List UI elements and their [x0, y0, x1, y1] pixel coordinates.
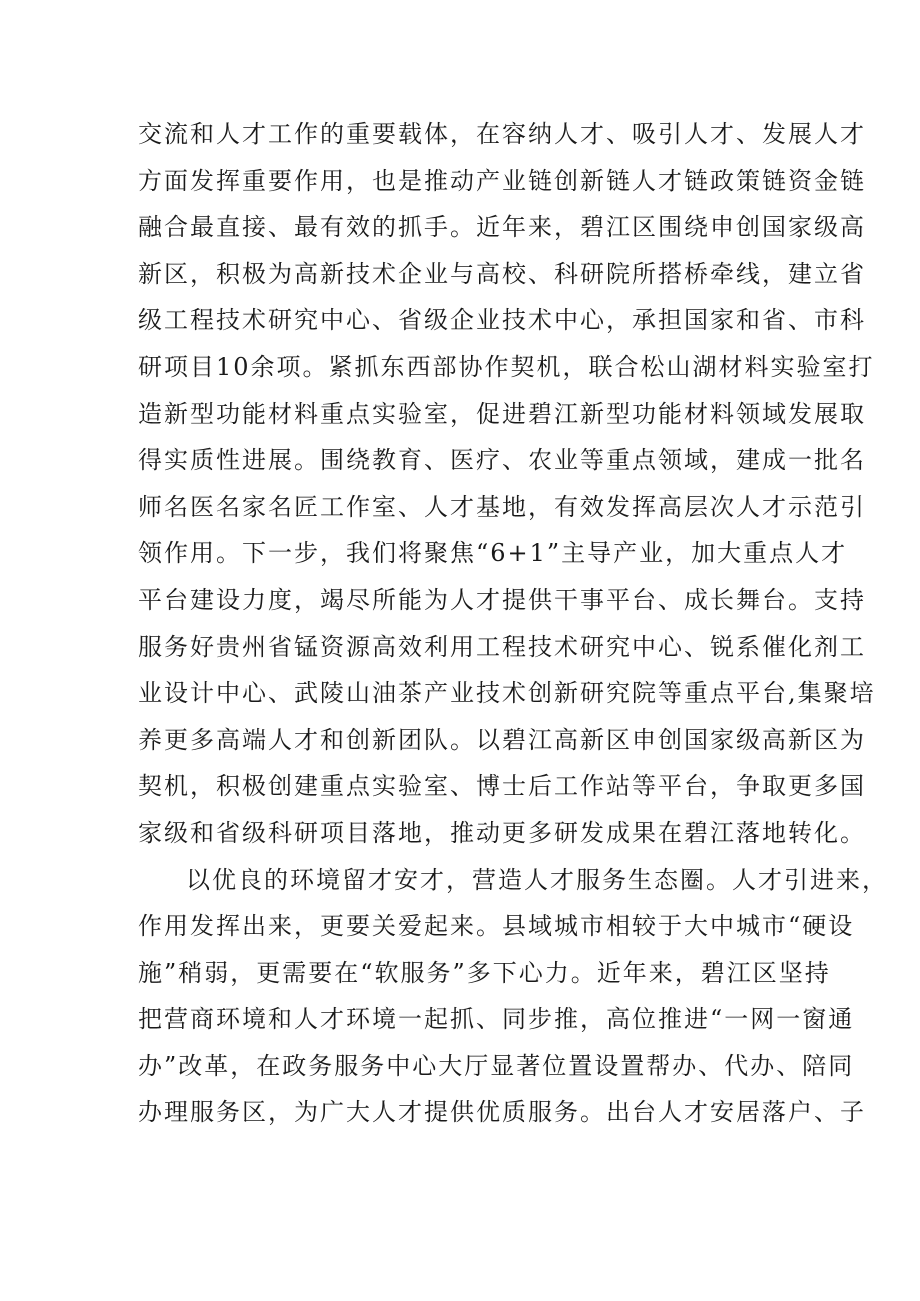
text-line-13: 业设计中心、武陵山油茶产业技术创新研究院等重点平台,集聚培: [138, 679, 876, 708]
text-line-20: 把营商环境和人才环境一起抓、同步推，高位推进“一网一窗通: [138, 1005, 855, 1034]
text-line-18: 作用发挥出来，更要关爱起来。县域城市相较于大中城市“硬设: [138, 912, 855, 941]
paragraph-first-line: 以优良的环境留才安才，营造人才服务生态圈。人才引进来，: [186, 865, 888, 894]
body-text: [138, 111, 888, 1136]
text-line-4: 新区，积极为高新技术企业与高校、科研院所搭桥牵线，建立省: [138, 259, 866, 288]
text-line-22: 办理服务区，为广大人才提供优质服务。出台人才安居落户、子: [138, 1098, 866, 1127]
text-line-9: 师名医名家名匠工作室、人才基地，有效发挥高层次人才示范引: [138, 492, 866, 521]
text-line-21: 办”改革，在政务服务中心大厅显著位置设置帮办、代办、陪同: [138, 1051, 855, 1080]
text-line-10: 领作用。下一步，我们将聚焦“6+1”主导产业，加大重点人才: [138, 539, 848, 568]
text-line-2: 方面发挥重要作用，也是推动产业链创新链人才链政策链资金链: [138, 166, 866, 195]
text-line-1: 交流和人才工作的重要载体，在容纳人才、吸引人才、发展人才: [138, 120, 866, 148]
text-line-14: 养更多高端人才和创新团队。以碧江高新区申创国家级高新区为: [138, 725, 866, 754]
text-line-6: 研项目10余项。紧抓东西部协作契机，联合松山湖材料实验室打: [138, 352, 875, 381]
text-line-5: 级工程技术研究中心、省级企业技术中心，承担国家和省、市科: [138, 306, 866, 335]
text-line-11: 平台建设力度，竭尽所能为人才提供干事平台、成长舞台。支持: [138, 585, 866, 614]
text-line-19: 施”稍弱，更需要在“软服务”多下心力。近年来，碧江区坚持: [138, 958, 831, 987]
text-line-16: 家级和省级科研项目落地，推动更多研发成果在碧江落地转化。: [138, 818, 866, 847]
text-line-12: 服务好贵州省锰资源高效利用工程技术研究中心、锐系催化剂工: [138, 632, 866, 661]
text-line-7: 造新型功能材料重点实验室，促进碧江新型功能材料领域发展取: [138, 399, 866, 428]
text-line-3: 融合最直接、最有效的抓手。近年来，碧江区围绕申创国家级高: [138, 213, 866, 242]
text-line-15: 契机，积极创建重点实验室、博士后工作站等平台，争取更多国: [138, 772, 866, 801]
text-line-8: 得实质性进展。围绕教育、医疗、农业等重点领域，建成一批名: [138, 446, 866, 475]
